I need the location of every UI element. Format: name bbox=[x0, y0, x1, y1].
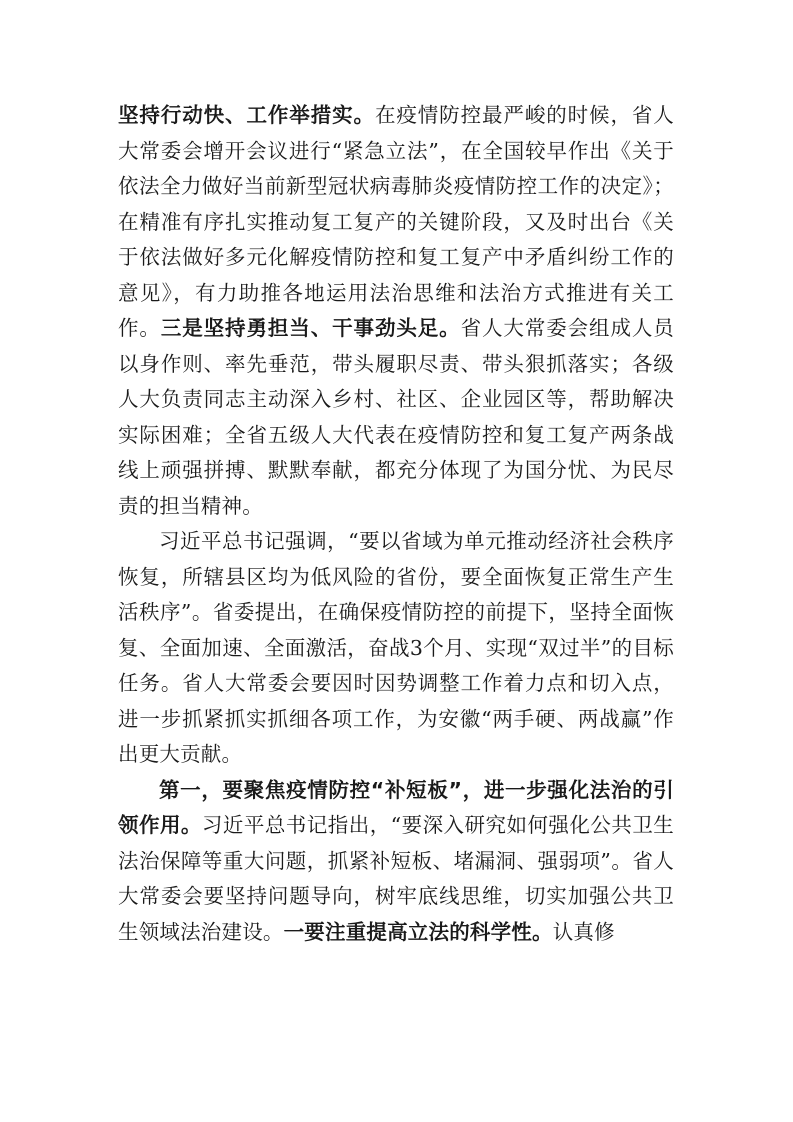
emphasis-heading: 坚持行动快、工作举措实。 bbox=[118, 103, 375, 127]
section-heading: 第一，要聚焦疫情防控“补短板”，进一步强化法治的引领作用。 bbox=[118, 777, 674, 837]
document-page bbox=[118, 98, 674, 950]
emphasis-heading: 一要注重提高立法的科学性。 bbox=[283, 919, 553, 944]
body-text: 习近平总书记指出，“要深入研究如何强化公共卫生法治保障等重大问题，抓紧补短板、堵漏洞、强弱项”。省人大常委会要坚持问题导向，树牢底线思维，切实加强公共卫生领域法治建设。 bbox=[118, 813, 674, 944]
body-text: 省人大常委会组成人员以身作则、率先垂范，带头履职尽责、带头狠抓落实；各级人大负责同志主动深入乡村、社区、企业园区等，帮助解决实际困难；全省五级人大代表在疫情防控和复工复产两条战线上顽强拼搏、默默奉献，都充分体现了为国分忧、为民尽责的担当精神。 bbox=[118, 316, 674, 518]
paragraph-2 bbox=[118, 524, 674, 773]
paragraph-3 bbox=[118, 773, 674, 951]
body-text: 认真修 bbox=[552, 919, 615, 944]
body-text: 习近平总书记强调，“要以省域为单元推动经济社会秩序恢复，所辖县区均为低风险的省份，要全面恢复正常生产生活秩序”。省委提出，在确保疫情防控的前提下，坚持全面恢复、全面加速、全面激活，奋战3个月、实现“双过半”的目标任务。省人大常委会要因时因势调整工作着力点和切入点，进一步抓紧抓实抓细各项工作，为安徽“两手硬、两战赢”作出更大贡献。 bbox=[118, 529, 674, 766]
emphasis-heading: 三是坚持勇担当、干事劲头足。 bbox=[160, 316, 461, 340]
body-text: 在疫情防控最严峻的时候，省人大常委会增开会议进行“紧急立法”，在全国较早作出《关于依法全力做好当前新型冠状病毒肺炎疫情防控工作的决定》；在精准有序扎实推动复工复产的关键阶段，又及时出台《关于依法做好多元化解疫情防控和复工复产中矛盾纠纷工作的意见》，有力助推各地运用法治思维和法治方式推进有关工作。 bbox=[118, 103, 674, 340]
paragraph-1 bbox=[118, 98, 674, 524]
